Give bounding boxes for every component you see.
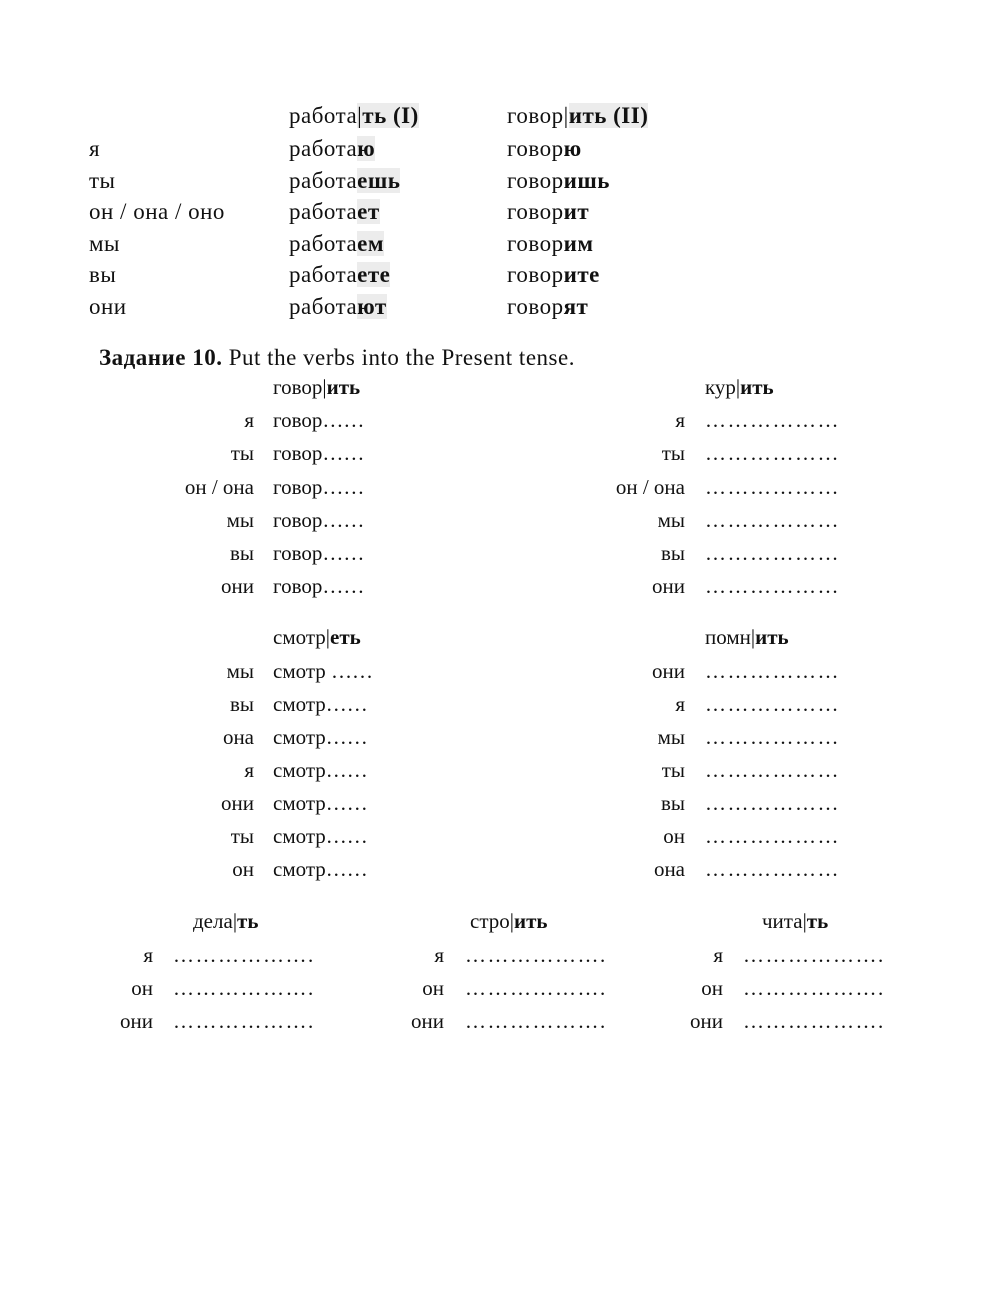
exercise-pronoun: ты — [230, 824, 254, 848]
col1-form: работаем — [289, 231, 385, 256]
task-instruction: Put the verbs into the Present tense. — [228, 345, 575, 370]
exercise-pronoun: ты — [661, 758, 685, 782]
col2-form: говорим — [507, 231, 594, 256]
answer-blank[interactable]: ……………… — [705, 574, 840, 598]
col2-form: говорите — [507, 262, 600, 287]
exercise-pronoun: я — [713, 943, 723, 967]
answer-blank[interactable]: ………………. — [743, 976, 885, 1000]
answer-blank[interactable]: ……………… — [705, 791, 840, 815]
exercise-pronoun: он — [232, 857, 254, 881]
verb-heading: помн|ить — [705, 625, 789, 649]
col2-header: говор|ить (II) — [507, 103, 649, 128]
answer-blank[interactable]: ………………. — [743, 1009, 885, 1033]
verb-heading: дела|ть — [193, 909, 259, 933]
exercise-pronoun: я — [244, 408, 254, 432]
exercise-pronoun: они — [411, 1009, 444, 1033]
exercise-pronoun: мы — [657, 508, 685, 532]
exercise-pronoun: они — [652, 574, 685, 598]
col1-form: работает — [289, 199, 380, 224]
answer-blank[interactable]: говор…… — [273, 441, 365, 465]
exercise-pronoun: он — [131, 976, 153, 1000]
answer-blank[interactable]: ……………… — [705, 857, 840, 881]
exercise-pronoun: он — [701, 976, 723, 1000]
col1-form: работаете — [289, 262, 391, 287]
task-label: Задание 10. — [99, 345, 223, 370]
exercise-pronoun: мы — [226, 508, 254, 532]
answer-blank[interactable]: говор…… — [273, 574, 365, 598]
verb-heading: чита|ть — [762, 909, 829, 933]
answer-blank[interactable]: ……………… — [705, 725, 840, 749]
exercise-pronoun: он — [422, 976, 444, 1000]
answer-blank[interactable]: смотр…… — [273, 758, 368, 782]
col1-form: работаешь — [289, 168, 401, 193]
verb-heading: говор|ить — [273, 375, 361, 399]
answer-blank[interactable]: смотр…… — [273, 857, 368, 881]
answer-blank[interactable]: ………………. — [173, 976, 315, 1000]
answer-blank[interactable]: смотр…… — [273, 725, 368, 749]
col2-form: говоришь — [507, 168, 610, 193]
exercise-pronoun: он / она — [615, 475, 685, 499]
exercise-pronoun: я — [434, 943, 444, 967]
answer-blank[interactable]: говор…… — [273, 541, 365, 565]
col1-form: работаю — [289, 136, 376, 161]
answer-blank[interactable]: смотр …… — [273, 659, 374, 683]
answer-blank[interactable]: ………………. — [173, 1009, 315, 1033]
verb-heading: кур|ить — [705, 375, 774, 399]
exercise-pronoun: вы — [229, 692, 254, 716]
exercise-pronoun: ты — [661, 441, 685, 465]
table-pronoun: они — [89, 294, 127, 319]
table-pronoun: он / она / оно — [89, 199, 225, 224]
answer-blank[interactable]: ……………… — [705, 659, 840, 683]
answer-blank[interactable]: смотр…… — [273, 824, 368, 848]
exercise-pronoun: я — [244, 758, 254, 782]
answer-blank[interactable]: говор…… — [273, 508, 365, 532]
col2-form: говорят — [507, 294, 589, 319]
exercise-pronoun: я — [675, 692, 685, 716]
answer-blank[interactable]: ……………… — [705, 541, 840, 565]
answer-blank[interactable]: ………………. — [465, 976, 607, 1000]
table-pronoun: вы — [89, 262, 117, 287]
answer-blank[interactable]: ………………. — [465, 1009, 607, 1033]
table-pronoun: я — [89, 136, 101, 161]
col1-header: работа|ть (I) — [289, 103, 419, 128]
answer-blank[interactable]: ………………. — [173, 943, 315, 967]
verb-heading: стро|ить — [470, 909, 548, 933]
exercise-pronoun: они — [690, 1009, 723, 1033]
exercise-pronoun: она — [222, 725, 254, 749]
exercise-pronoun: ты — [230, 441, 254, 465]
exercise-pronoun: они — [652, 659, 685, 683]
table-pronoun: ты — [89, 168, 116, 193]
exercise-pronoun: вы — [660, 791, 685, 815]
col2-form: говорит — [507, 199, 590, 224]
exercise-pronoun: он / она — [184, 475, 254, 499]
answer-blank[interactable]: ………………. — [743, 943, 885, 967]
exercise-pronoun: они — [221, 791, 254, 815]
col2-form: говорю — [507, 136, 582, 161]
verb-heading: смотр|еть — [273, 625, 361, 649]
answer-blank[interactable]: смотр…… — [273, 692, 368, 716]
answer-blank[interactable]: ……………… — [705, 758, 840, 782]
exercise-pronoun: вы — [229, 541, 254, 565]
answer-blank[interactable]: ……………… — [705, 441, 840, 465]
answer-blank[interactable]: ……………… — [705, 508, 840, 532]
answer-blank[interactable]: ……………… — [705, 692, 840, 716]
task-heading — [99, 346, 575, 369]
answer-blank[interactable]: ……………… — [705, 408, 840, 432]
exercise-pronoun: она — [653, 857, 685, 881]
exercise-pronoun: я — [143, 943, 153, 967]
answer-blank[interactable]: говор…… — [273, 475, 365, 499]
answer-blank[interactable]: говор…… — [273, 408, 365, 432]
answer-blank[interactable]: смотр…… — [273, 791, 368, 815]
exercise-pronoun: мы — [657, 725, 685, 749]
col1-form: работают — [289, 294, 387, 319]
exercise-pronoun: вы — [660, 541, 685, 565]
exercise-pronoun: мы — [226, 659, 254, 683]
exercise-pronoun: он — [663, 824, 685, 848]
exercise-pronoun: они — [120, 1009, 153, 1033]
answer-blank[interactable]: ……………… — [705, 824, 840, 848]
exercise-pronoun: они — [221, 574, 254, 598]
table-pronoun: мы — [89, 231, 121, 256]
exercise-pronoun: я — [675, 408, 685, 432]
answer-blank[interactable]: ……………… — [705, 475, 840, 499]
answer-blank[interactable]: ………………. — [465, 943, 607, 967]
